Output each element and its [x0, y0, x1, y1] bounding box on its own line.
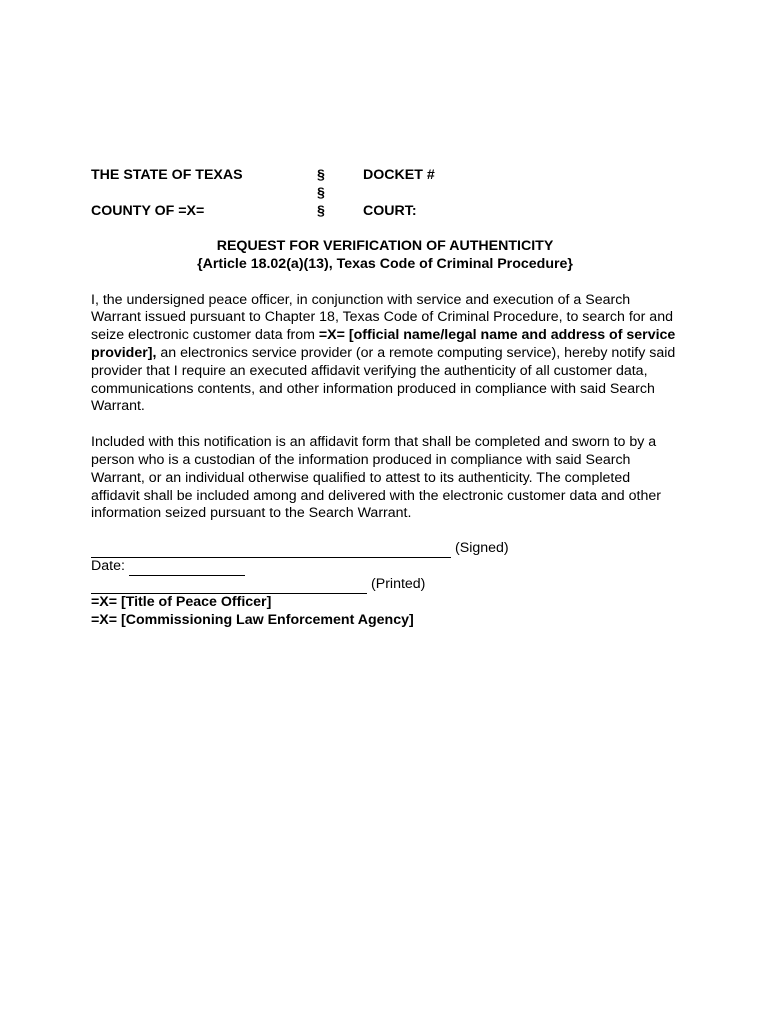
- printed-name-blank: [91, 579, 367, 594]
- date-blank: [129, 561, 245, 576]
- signature-blank: [91, 543, 451, 558]
- notification-paragraph: [91, 292, 679, 417]
- section-symbol: §: [317, 167, 325, 183]
- title-line-1: REQUEST FOR VERIFICATION OF AUTHENTICITY: [216, 238, 554, 254]
- printed-line: [91, 576, 676, 594]
- signature-block: [91, 540, 676, 630]
- date-line: [91, 558, 676, 576]
- state-label: THE STATE OF TEXAS: [91, 167, 243, 183]
- section-symbol: §: [317, 203, 325, 219]
- signed-line: [91, 540, 676, 558]
- document-title: [91, 238, 679, 274]
- document-page: [91, 167, 676, 630]
- paragraph-tail-text: an electronics service provider (or a remote computing service), hereby notify said provider that I require an executed affidavit verifying the authenticity of all customer data, communications contents, and other information produced in compliance with said Search Warrant.: [91, 344, 676, 415]
- section-symbol: §: [317, 185, 325, 201]
- signed-label: (Signed): [455, 540, 509, 557]
- printed-label: (Printed): [371, 576, 426, 593]
- county-label: COUNTY OF =X=: [91, 203, 205, 219]
- court-label: COURT:: [363, 203, 417, 219]
- agency-line: =X= [Commissioning Law Enforcement Agency]: [91, 612, 414, 629]
- date-label: Date:: [91, 558, 125, 575]
- title-line-2: {Article 18.02(a)(13), Texas Code of Criminal Procedure}: [197, 255, 573, 272]
- case-caption: [91, 167, 676, 221]
- docket-label: DOCKET #: [363, 167, 435, 183]
- officer-title-line: =X= [Title of Peace Officer]: [91, 594, 272, 611]
- provider-placeholder: =X= [official name/legal name and address of service provider],: [91, 327, 676, 361]
- paragraph-lead-text: I, the undersigned peace officer, in conjunction with service and execution of a Search Warrant issued pursuant to Chapter 18, Texas Code of Criminal Procedure, to search for and seize electronic customer data from: [91, 291, 673, 344]
- affidavit-paragraph: Included with this notification is an affidavit form that shall be completed and sworn to by a person who is a custodian of the information produced in compliance with said Search Warrant, or an individual otherwise qualified to attest to its authenticity. The completed affidavit shall be included among and delivered with the electronic customer data and other information seized pursuant to the Search Warrant.: [91, 434, 661, 522]
